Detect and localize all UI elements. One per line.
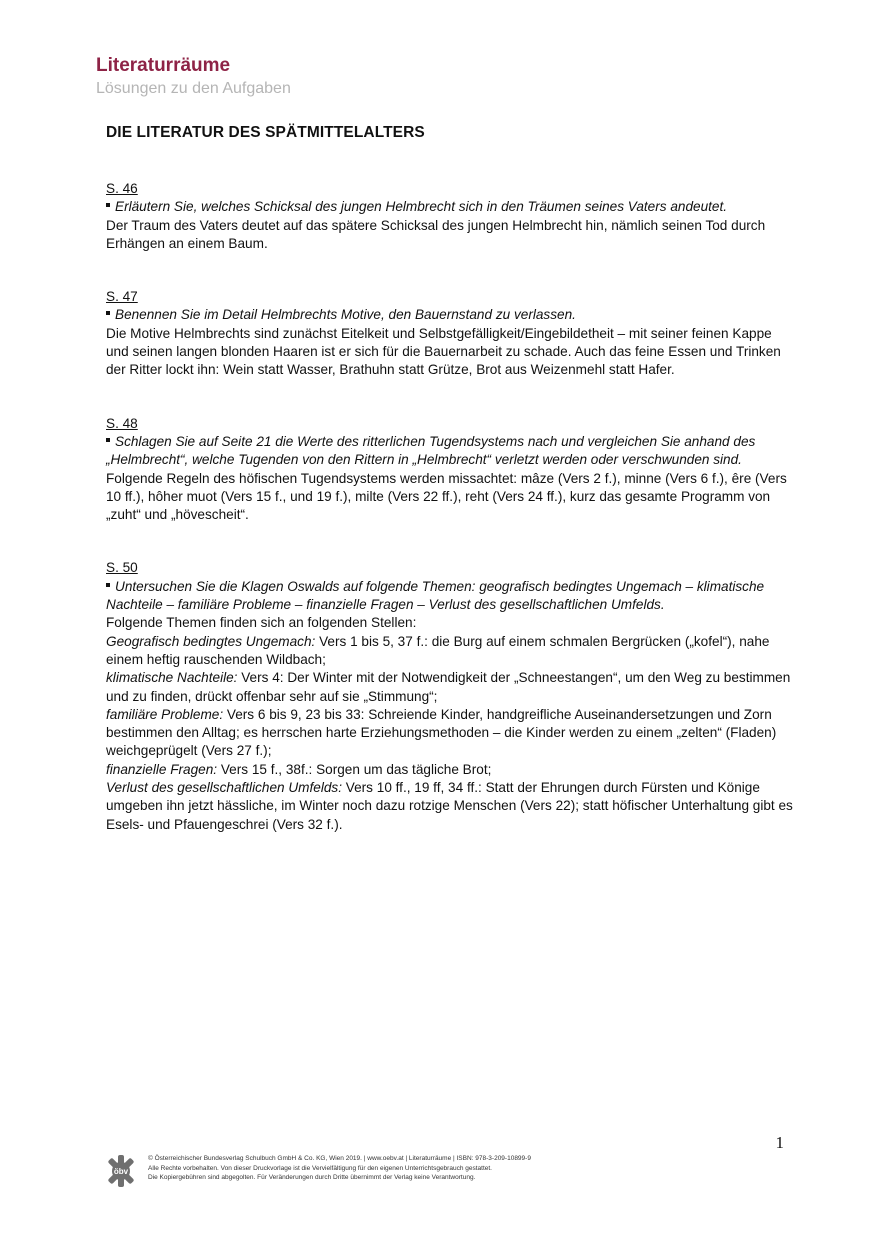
bullet-icon	[106, 311, 110, 315]
theme-item	[106, 779, 796, 834]
section-s47	[106, 288, 796, 379]
answer-text: Die Motive Helmbrechts sind zunächst Eitelkeit und Selbstgefälligkeit/Eingebildetheit – mit seiner feinen Kappe und seinen langen blonden Haaren ist er sich für die Bauernarbeit zu schade. Auch das feine Essen und Trinken der Ritter lockt ihn: Wein statt Wasser, Brathuhn statt Grütze, Brot aus Weizenmehl statt Hafer.	[106, 325, 781, 378]
brand-title: Literaturräume	[96, 55, 231, 76]
document-title: DIE LITERATUR DES SPÄTMITTELALTERS	[106, 124, 425, 141]
page-header	[96, 54, 291, 100]
publisher-logo-icon	[104, 1154, 138, 1188]
task-label: Untersuchen Sie die Klagen Oswalds auf folgende Themen: geografisch bedingtes Ungemach – klimatische Nachteile – familiäre Probleme – finanzielle Fragen – Verlust des gesellschaftlichen Umfelds.	[106, 578, 765, 613]
copyright-line: © Österreichischer Bundesverlag Schulbuch GmbH & Co. KG, Wien 2019. | www.oebv.at | Literaturräume | ISBN: 978-3-209-10899-9	[148, 1155, 531, 1162]
task-text	[106, 306, 796, 324]
footer	[104, 1150, 664, 1190]
page-reference: S. 48	[106, 415, 138, 431]
theme-text: Vers 6 bis 9, 23 bis 33: Schreiende Kinder, handgreifliche Auseinandersetzungen und Zorn bestimmen den Alltag; es herrschen harte Erziehungsmethoden – die Kinder werden zu einem „zelten“ (Fladen) weichgeprügelt (Vers 27 f.);	[106, 706, 777, 759]
content	[106, 180, 796, 869]
bullet-icon	[106, 438, 110, 442]
section-s48	[106, 415, 796, 525]
task-text	[106, 578, 796, 615]
brand-subtitle: Lösungen zu den Aufgaben	[96, 80, 291, 97]
theme-item	[106, 706, 796, 761]
theme-term: familiäre Probleme:	[106, 706, 224, 722]
theme-item	[106, 761, 796, 779]
page-reference: S. 46	[106, 181, 138, 196]
task-label: Benennen Sie im Detail Helmbrechts Motive, den Bauernstand zu verlassen.	[115, 307, 576, 323]
task-label: Schlagen Sie auf Seite 21 die Werte des ritterlichen Tugendsystems nach und vergleichen Sie anhand des „Helmbrecht“, welche Tugenden von den Rittern in „Helmbrecht“ verletzt werden oder verschwunden sind.	[106, 433, 756, 468]
theme-text: Vers 1 bis 5, 37 f.: die Burg auf einem schmalen Bergrücken („kofel“), nahe einem heftig rauschenden Wildbach;	[106, 633, 770, 667]
theme-term: Geografisch bedingtes Ungemach:	[106, 633, 316, 649]
page-reference: S. 47	[106, 289, 138, 305]
theme-item	[106, 669, 796, 706]
task-label: Erläutern Sie, welches Schicksal des jungen Helmbrecht sich in den Träumen seines Vaters andeutet.	[115, 199, 728, 215]
theme-term: finanzielle Fragen:	[106, 761, 218, 777]
task-text	[106, 433, 796, 470]
theme-text: Vers 15 f., 38f.: Sorgen um das tägliche Brot;	[217, 761, 492, 777]
fees-line: Die Kopiergebühren sind abgegolten. Für Veränderungen durch Dritte übernimmt der Verlag keine Verantwortung.	[148, 1174, 476, 1181]
theme-text: Vers 10 ff., 19 ff, 34 ff.: Statt der Ehrungen durch Fürsten und Könige umgeben ihn jetzt hässliche, im Winter noch dazu rotzige Menschen (Vers 22); statt höfischer Unterhaltung gibt es Esels- und Pfauengeschrei (Vers 32 f.).	[106, 780, 793, 832]
theme-term: Verlust des gesellschaftlichen Umfelds:	[106, 780, 342, 796]
logo-text: öbv	[113, 1167, 129, 1176]
page-reference: S. 50	[106, 560, 138, 576]
answer-text: Der Traum des Vaters deutet auf das spätere Schicksal des jungen Helmbrecht hin, nämlich seinen Tod durch Erhängen an einem Baum.	[106, 217, 766, 251]
rights-line: Alle Rechte vorbehalten. Von dieser Druckvorlage ist die Vervielfältigung für den eigenen Unterrichtsgebrauch gestattet.	[148, 1164, 492, 1172]
answer-text: Folgende Regeln des höfischen Tugendsystems werden missachtet: mâze (Vers 2 f.), minne (Vers 6 f.), êre (Vers 10 ff.), hôher muot (Vers 15 f., und 19 f.), milte (Vers 22 ff.), reht (Vers 24 ff.), kurz das gesamte Programm von „zuht“ und „hövescheit“.	[106, 470, 787, 523]
theme-item	[106, 633, 796, 670]
bullet-icon	[106, 203, 110, 207]
copyright-notice	[148, 1154, 531, 1183]
theme-text: Vers 4: Der Winter mit der Notwendigkeit der „Schneestangen“, um den Weg zu bestimmen und zu finden, drückt offenbar sehr auf sie „Stimmung“;	[106, 670, 791, 704]
page-number: 1	[775, 1133, 784, 1152]
section-s46	[106, 180, 796, 253]
answer-intro: Folgende Themen finden sich an folgenden Stellen:	[106, 615, 417, 631]
section-s50	[106, 559, 796, 833]
theme-term: klimatische Nachteile:	[106, 670, 238, 686]
task-text	[106, 198, 796, 216]
bullet-icon	[106, 583, 110, 587]
